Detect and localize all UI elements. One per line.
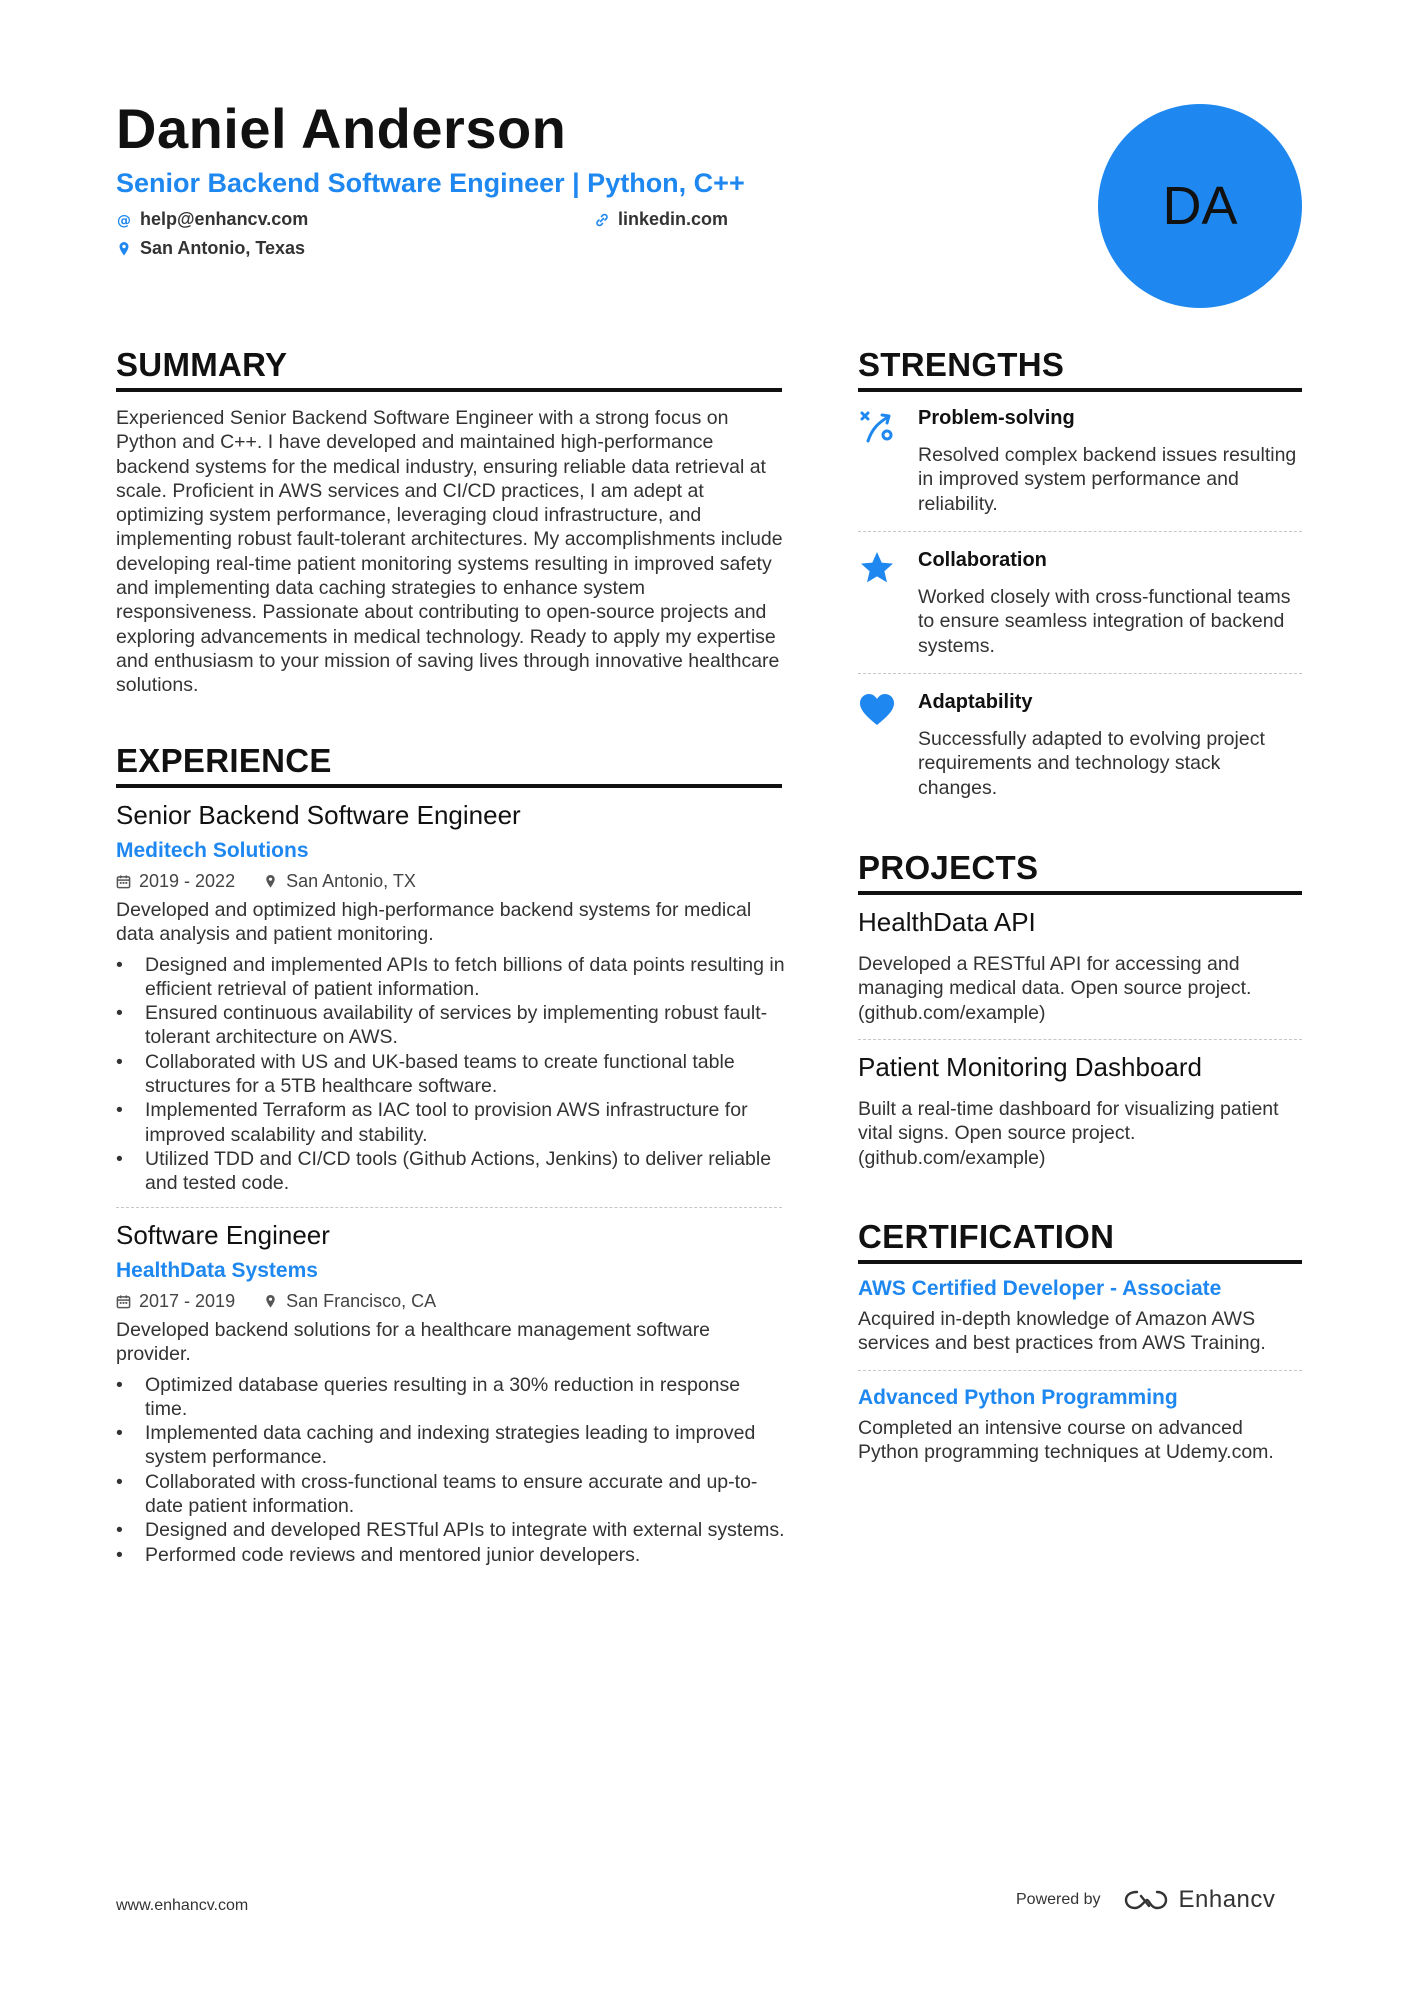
candidate-headline: Senior Backend Software Engineer | Python, C++ [116,168,745,198]
experience-item [116,800,786,1196]
certification-item [858,1277,1302,1356]
job-dates-text: 2017 - 2019 [139,1291,236,1311]
job-bullet: • Performed code reviews and mentored junior developers. [116,1543,786,1567]
job-dates [116,1291,235,1312]
strategy-icon [858,407,896,445]
project-description: Developed a RESTful API for accessing and managing medical data. Open source project. (github.com/example) [858,953,1252,1024]
strength-description: Worked closely with cross-functional teams to ensure seamless integration of backend systems. [918,586,1291,657]
job-bullet: • Optimized database queries resulting in a 30% reduction in response time. [116,1373,786,1422]
avatar-initials: DA [1162,176,1238,236]
svg-text:@: @ [117,212,131,228]
strength-item [858,691,1302,801]
divider [858,531,1302,532]
project-title: HealthData API [858,907,1036,937]
job-title: Senior Backend Software Engineer [116,800,521,830]
strengths-heading: STRENGTHS [858,346,1302,392]
certification-description: Acquired in-depth knowledge of Amazon AWS services and best practices from AWS Training. [858,1308,1266,1355]
location-pin-icon [116,241,132,257]
strength-title: Collaboration [918,549,1047,571]
star-icon [858,549,896,587]
strength-description: Resolved complex backend issues resulting in improved system performance and reliability. [918,444,1297,515]
candidate-name: Daniel Anderson [116,97,567,160]
contact-linkedin[interactable] [594,209,728,230]
job-location-text: San Francisco, CA [286,1291,437,1311]
strength-item [858,549,1302,659]
certification-heading: CERTIFICATION [858,1218,1302,1264]
certification-description: Completed an intensive course on advanced Python programming techniques at Udemy.com. [858,1417,1274,1464]
contact-linkedin-text: linkedin.com [618,209,729,229]
contact-email[interactable] [116,209,308,230]
job-bullet: • Implemented Terraform as IAC tool to provision AWS infrastructure for improved scalability and stability. [116,1098,786,1147]
divider [858,673,1302,674]
summary-text: Experienced Senior Backend Software Engineer with a strong focus on Python and C++. I have developed and maintained high-performance backend systems for the medical industry, ensuring reliable data retrieval at scale. Proficient in AWS services and CI/CD practices, I am adept at optimizing system performance, leveraging cloud infrastructure, and implementing robust fault-tolerant architectures. My accomplishments include developing real-time patient monitoring systems resulting in improved safety and implementing data caching strategies to enhance system responsiveness. Passionate about contributing to open-source projects and exploring advancements in medical technology. Ready to apply my expertise and enthusiasm to your mission of saving lives through innovative healthcare solutions. [116,407,783,697]
project-description: Built a real-time dashboard for visualizing patient vital signs. Open source project. (github.com/example) [858,1098,1279,1169]
strength-description: Successfully adapted to evolving project requirements and technology stack changes. [918,728,1265,799]
location-pin-icon [263,874,278,889]
certification-title: Advanced Python Programming [858,1386,1178,1409]
calendar-icon [116,874,131,889]
job-bullet: • Collaborated with US and UK-based teams to create functional table structures for a 5TB healthcare software. [116,1050,786,1099]
enhancv-logo[interactable] [1123,1886,1276,1914]
job-title: Software Engineer [116,1220,330,1250]
at-icon [116,212,132,228]
strength-title: Adaptability [918,691,1033,713]
divider [858,1370,1302,1371]
job-meta [116,1291,786,1312]
job-location [263,871,416,892]
job-meta [116,871,786,892]
job-company: HealthData Systems [116,1259,318,1282]
job-bullet: • Collaborated with cross-functional teams to ensure accurate and up-to-date patient information. [116,1470,786,1519]
job-description: Developed and optimized high-performance backend systems for medical data analysis and patient monitoring. [116,899,752,946]
strength-title: Problem-solving [918,407,1075,429]
project-title: Patient Monitoring Dashboard [858,1052,1202,1082]
footer-branding [1016,1886,1275,1914]
job-company: Meditech Solutions [116,839,309,862]
contact-location-text: San Antonio, Texas [140,238,306,258]
job-bullet: • Designed and implemented APIs to fetch billions of data points resulting in efficient retrieval of patient information. [116,953,786,1002]
divider [116,1207,782,1208]
footer-website[interactable]: www.enhancv.com [116,1897,249,1914]
job-bullets [116,953,786,1196]
project-item [858,907,1302,1025]
job-location-text: San Antonio, TX [286,871,416,891]
contact-location [116,238,305,259]
divider [858,1039,1302,1040]
strength-item [858,407,1302,517]
calendar-icon [116,1294,131,1309]
powered-by-text: Powered by [1016,1891,1101,1908]
project-item [858,1052,1302,1170]
experience-item [116,1220,786,1567]
contact-email-text: help@enhancv.com [140,209,309,229]
job-bullet: • Designed and developed RESTful APIs to integrate with external systems. [116,1518,786,1542]
location-pin-icon [263,1294,278,1309]
job-bullets [116,1373,786,1567]
job-bullet: • Ensured continuous availability of services by implementing robust fault-tolerant architecture on AWS. [116,1001,786,1050]
enhancv-logo-icon [1123,1887,1169,1913]
heart-icon [858,691,896,729]
projects-heading: PROJECTS [858,849,1302,895]
summary-heading: SUMMARY [116,346,782,392]
job-bullet: • Implemented data caching and indexing strategies leading to improved system performance. [116,1421,786,1470]
certification-title: AWS Certified Developer - Associate [858,1277,1222,1300]
avatar [1098,104,1302,308]
enhancv-brand-text: Enhancv [1178,1886,1276,1913]
job-description: Developed backend solutions for a healthcare management software provider. [116,1319,711,1366]
job-dates [116,871,235,892]
certification-item [858,1386,1302,1465]
job-location [263,1291,436,1312]
job-dates-text: 2019 - 2022 [139,871,236,891]
experience-heading: EXPERIENCE [116,742,782,788]
job-bullet: • Utilized TDD and CI/CD tools (Github Actions, Jenkins) to deliver reliable and tested code. [116,1147,786,1196]
link-icon [594,212,610,228]
